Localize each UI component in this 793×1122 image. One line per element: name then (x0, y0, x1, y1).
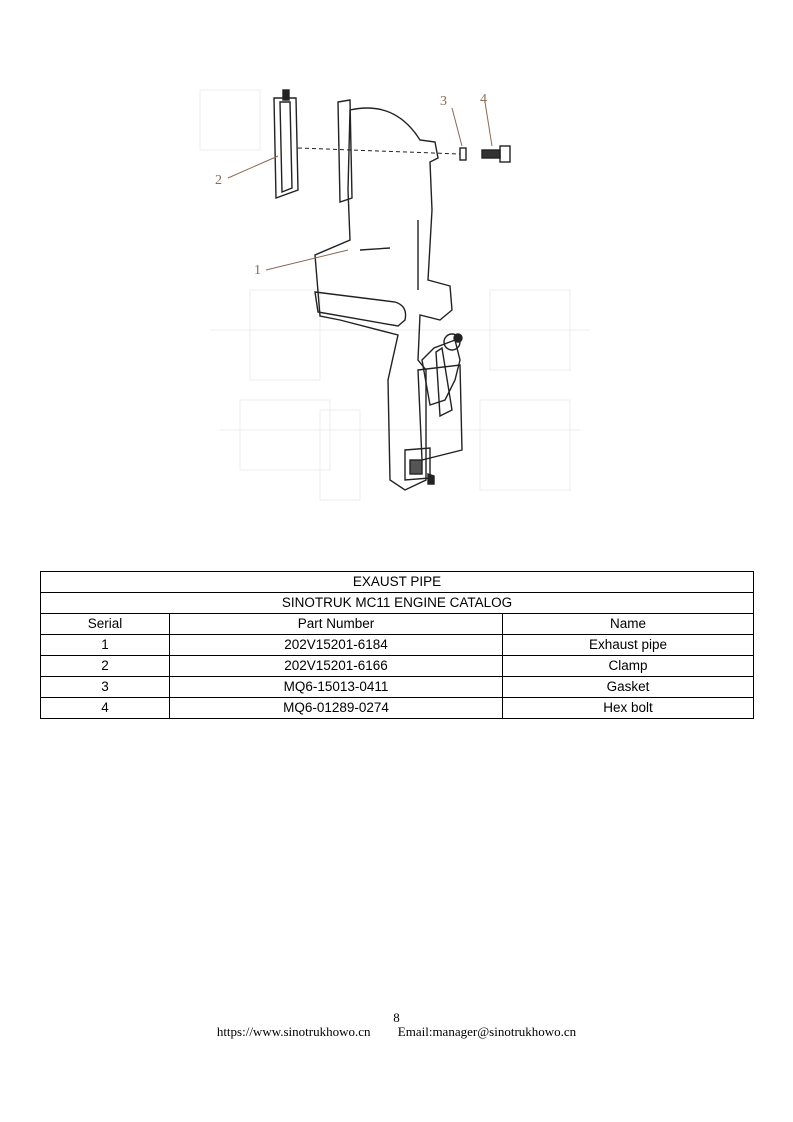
parts-table (40, 571, 754, 719)
gasket-part (460, 148, 466, 160)
table-title: EXAUST PIPE (41, 572, 754, 593)
email-link[interactable]: Email:manager@sinotrukhowo.cn (397, 1024, 577, 1039)
table-row (41, 677, 754, 698)
cell-part-number: MQ6-01289-0274 (170, 698, 503, 719)
callout-leaders (228, 102, 492, 270)
website-link[interactable]: https://www.sinotrukhowo.cn (216, 1024, 371, 1039)
footer-contact (0, 1024, 793, 1040)
callout-4: 4 (480, 92, 487, 107)
cell-name: Clamp (503, 656, 754, 677)
table-row (41, 698, 754, 719)
cell-serial: 1 (41, 635, 170, 656)
table-header-row (41, 614, 754, 635)
table-subtitle: SINOTRUK MC11 ENGINE CATALOG (41, 593, 754, 614)
exhaust-pipe-diagram (190, 80, 610, 520)
cell-serial: 3 (41, 677, 170, 698)
cell-part-number: 202V15201-6184 (170, 635, 503, 656)
table-title-row (41, 572, 754, 593)
cell-part-number: 202V15201-6166 (170, 656, 503, 677)
cell-serial: 4 (41, 698, 170, 719)
cell-part-number: MQ6-15013-0411 (170, 677, 503, 698)
cell-name: Hex bolt (503, 698, 754, 719)
clamp-part (274, 90, 298, 198)
table-row (41, 635, 754, 656)
cell-name: Exhaust pipe (503, 635, 754, 656)
page-number: 8 (393, 1010, 400, 1025)
exhaust-pipe-part (315, 100, 462, 490)
header-serial: Serial (41, 614, 170, 635)
hex-bolt-part (482, 146, 510, 162)
table-subtitle-row (41, 593, 754, 614)
background-grid (200, 90, 590, 500)
callout-1: 1 (254, 263, 261, 278)
header-part-number: Part Number (170, 614, 503, 635)
table-row (41, 656, 754, 677)
header-name: Name (503, 614, 754, 635)
cell-name: Gasket (503, 677, 754, 698)
callout-3: 3 (440, 94, 447, 109)
callout-2: 2 (215, 173, 222, 188)
cell-serial: 2 (41, 656, 170, 677)
